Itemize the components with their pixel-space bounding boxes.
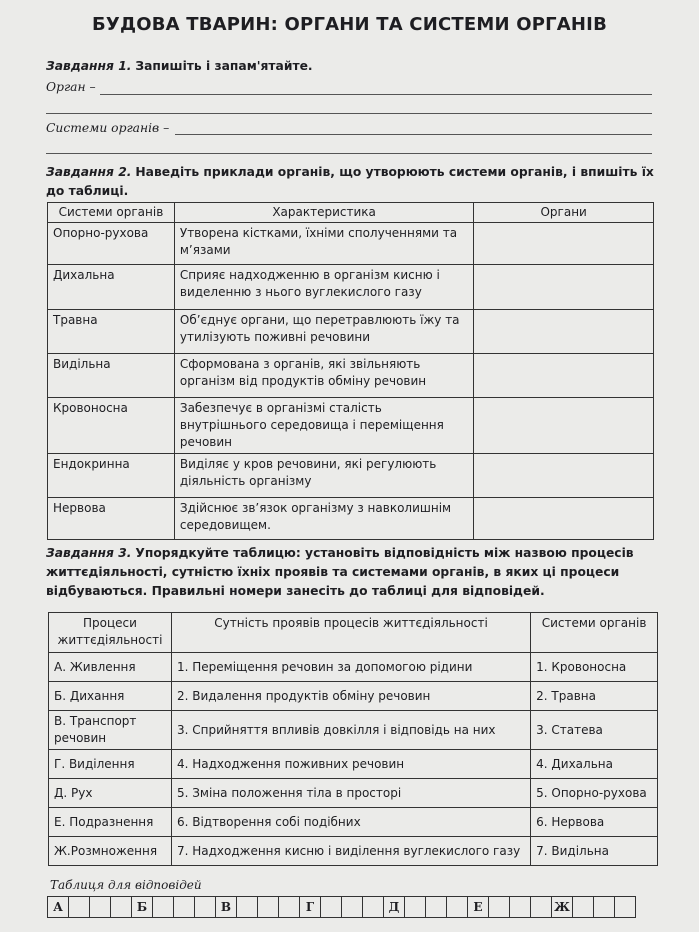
system-description: Виділяє у кров речовини, які регулюють діяльність організму: [174, 454, 473, 498]
answer-cell[interactable]: [90, 897, 111, 918]
process-name: Б. Дихання: [49, 682, 172, 711]
task3-heading: [46, 544, 658, 601]
organs-answer-cell[interactable]: [474, 265, 654, 310]
answer-table-label: Таблиця для відповідей: [50, 878, 202, 892]
system-name: Дихальна: [48, 265, 175, 310]
table-header: Сутність проявів процесів життєдіяльності: [171, 613, 530, 653]
answer-letter: В: [216, 897, 237, 918]
system-description: Сприяє надходженню в організм кисню і виделенню з нього вуглекислого газу: [174, 265, 473, 310]
task1-text: Запишіть і запам'ятайте.: [135, 59, 313, 73]
process-name: А. Живлення: [49, 653, 172, 682]
answer-letter: Ж: [552, 897, 573, 918]
organ-label: Орган –: [46, 80, 96, 94]
system-description: Утворена кістками, їхніми сполученнями та м’язами: [174, 223, 473, 265]
answer-cell[interactable]: [321, 897, 342, 918]
system-name: Кровоносна: [48, 398, 175, 454]
answer-cell[interactable]: [174, 897, 195, 918]
organ-system: 4. Дихальна: [531, 750, 658, 779]
process-essence: 2. Видалення продуктів обміну речовин: [171, 682, 530, 711]
answer-cell[interactable]: [279, 897, 300, 918]
organ-answer-line[interactable]: [100, 94, 652, 95]
table-header: Системи органів: [531, 613, 658, 653]
system-name: Ендокринна: [48, 454, 175, 498]
organ-system: 6. Нервова: [531, 808, 658, 837]
process-name: В. Транспорт речовин: [49, 711, 172, 750]
answer-cell[interactable]: [69, 897, 90, 918]
answer-cell[interactable]: [195, 897, 216, 918]
organ-system: 3. Статева: [531, 711, 658, 750]
answer-cell[interactable]: [258, 897, 279, 918]
system-description: Об’єднує органи, що перетравлюють їжу та утилізують поживні речовини: [174, 310, 473, 354]
table-header: Процеси життєдіяльності: [49, 613, 172, 653]
answer-cell[interactable]: [594, 897, 615, 918]
answer-cell[interactable]: [363, 897, 384, 918]
organ-system: 7. Видільна: [531, 837, 658, 866]
organs-answer-cell[interactable]: [474, 454, 654, 498]
answer-letter: А: [48, 897, 69, 918]
organ-system: 5. Опорно-рухова: [531, 779, 658, 808]
process-name: Г. Виділення: [49, 750, 172, 779]
answer-cell[interactable]: [153, 897, 174, 918]
process-name: Е. Подразнення: [49, 808, 172, 837]
page-title: БУДОВА ТВАРИН: ОРГАНИ ТА СИСТЕМИ ОРГАНІВ: [91, 14, 607, 35]
systems-label: Системи органів –: [46, 121, 170, 135]
answer-letter: Д: [384, 897, 405, 918]
organs-answer-cell[interactable]: [474, 498, 654, 540]
process-essence: 6. Відтворення собі подібних: [171, 808, 530, 837]
system-description: Здійснює зв’язок організму з навколишнім середовищем.: [174, 498, 473, 540]
answer-cell[interactable]: [342, 897, 363, 918]
system-description: Сформована з органів, які звільняють організм від продуктів обміну речовин: [174, 354, 473, 398]
organs-answer-cell[interactable]: [474, 354, 654, 398]
answer-cell[interactable]: [426, 897, 447, 918]
life-processes-table: [48, 612, 658, 866]
systems-answer-line-2[interactable]: [46, 153, 652, 154]
table-header: Системи органів: [48, 203, 175, 223]
task1-heading: [46, 57, 313, 76]
answer-cell[interactable]: [405, 897, 426, 918]
task2-label: Завдання 2.: [46, 165, 132, 179]
system-name: Видільна: [48, 354, 175, 398]
process-name: Д. Рух: [49, 779, 172, 808]
task3-label: Завдання 3.: [46, 546, 132, 560]
system-name: Нервова: [48, 498, 175, 540]
system-name: Травна: [48, 310, 175, 354]
systems-answer-line[interactable]: [175, 134, 652, 135]
answer-cell[interactable]: [615, 897, 636, 918]
answer-letter: Е: [468, 897, 489, 918]
answer-letter: Г: [300, 897, 321, 918]
process-essence: 3. Сприйняття впливів довкілля і відповідь на них: [171, 711, 530, 750]
organ-answer-line-2[interactable]: [46, 113, 652, 114]
answer-table: [47, 896, 636, 918]
answer-cell[interactable]: [237, 897, 258, 918]
process-essence: 4. Надходження поживних речовин: [171, 750, 530, 779]
organs-answer-cell[interactable]: [474, 310, 654, 354]
process-essence: 7. Надходження кисню і виділення вуглекислого газу: [171, 837, 530, 866]
task1-label: Завдання 1.: [46, 59, 132, 73]
system-name: Опорно-рухова: [48, 223, 175, 265]
system-description: Забезпечує в організмі сталість внутрішнього середовища і переміщення речовин: [174, 398, 473, 454]
answer-cell[interactable]: [489, 897, 510, 918]
process-essence: 1. Переміщення речовин за допомогою рідини: [171, 653, 530, 682]
task2-text: Наведіть приклади органів, що утворюють системи органів, і впишіть їх до таблиці.: [46, 165, 654, 198]
organs-answer-cell[interactable]: [474, 223, 654, 265]
answer-cell[interactable]: [573, 897, 594, 918]
organ-system: 1. Кровоносна: [531, 653, 658, 682]
answer-cell[interactable]: [531, 897, 552, 918]
table-header: Характеристика: [174, 203, 473, 223]
table-header: Органи: [474, 203, 654, 223]
organs-answer-cell[interactable]: [474, 398, 654, 454]
answer-cell[interactable]: [510, 897, 531, 918]
organ-systems-table: [47, 202, 654, 540]
organ-system: 2. Травна: [531, 682, 658, 711]
answer-letter: Б: [132, 897, 153, 918]
process-name: Ж.Розмноження: [49, 837, 172, 866]
task3-text: Упорядкуйте таблицю: установіть відповідність між назвою процесів життєдіяльності, сутністю їхніх проявів та системами органів, в яких ці процеси відбуваються. Правильні номери занесіть до таблиці для відповідей.: [46, 546, 634, 598]
answer-cell[interactable]: [447, 897, 468, 918]
task2-heading: [46, 163, 656, 201]
process-essence: 5. Зміна положення тіла в просторі: [171, 779, 530, 808]
answer-cell[interactable]: [111, 897, 132, 918]
